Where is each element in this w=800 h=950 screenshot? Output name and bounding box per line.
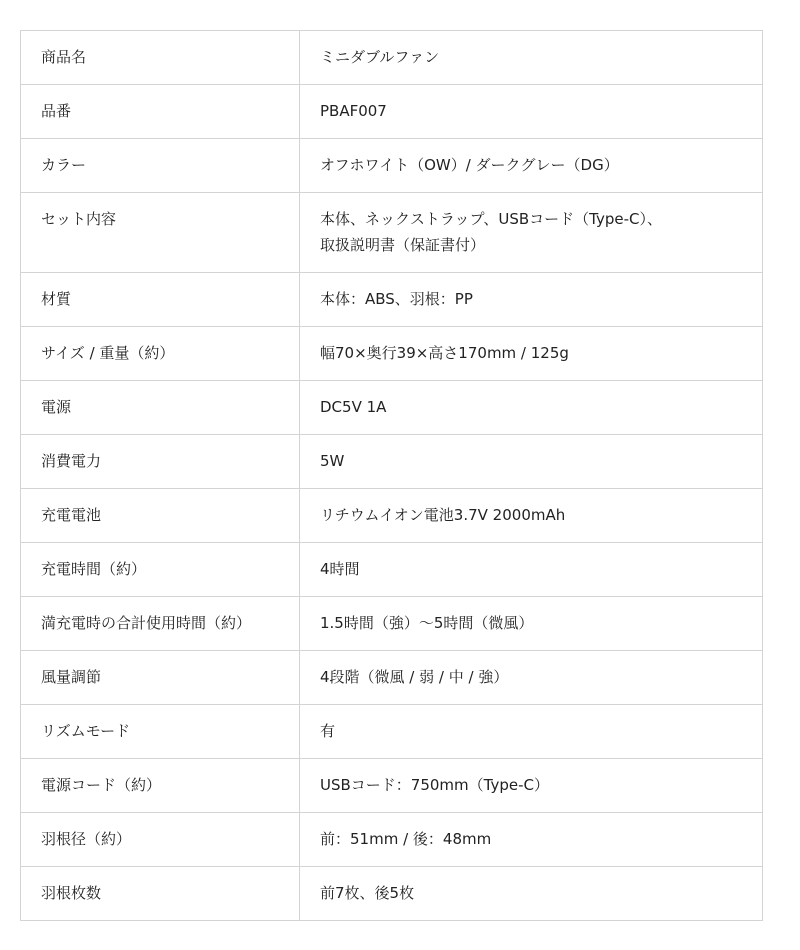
table-row [21, 139, 763, 193]
spec-value: 本体、ネックストラップ、USBコード（Type-C）、 取扱説明書（保証書付） [300, 193, 763, 273]
spec-value: 5W [300, 435, 763, 489]
table-row [21, 543, 763, 597]
spec-label: 品番 [21, 85, 300, 139]
table-row [21, 381, 763, 435]
spec-value: USBコード：750mm（Type-C） [300, 759, 763, 813]
spec-label: サイズ / 重量（約） [21, 327, 300, 381]
spec-value: オフホワイト（OW）/ ダークグレー（DG） [300, 139, 763, 193]
spec-value: 1.5時間（強）〜5時間（微風） [300, 597, 763, 651]
spec-label: 風量調節 [21, 651, 300, 705]
spec-value: 有 [300, 705, 763, 759]
spec-value: 本体：ABS、羽根：PP [300, 273, 763, 327]
table-row [21, 759, 763, 813]
spec-label: 商品名 [21, 31, 300, 85]
spec-label: 満充電時の合計使用時間（約） [21, 597, 300, 651]
spec-table [20, 30, 763, 921]
spec-value: 4時間 [300, 543, 763, 597]
spec-label: セット内容 [21, 193, 300, 273]
spec-label: 電源 [21, 381, 300, 435]
spec-value: 前7枚、後5枚 [300, 867, 763, 921]
table-row [21, 489, 763, 543]
table-row [21, 651, 763, 705]
table-row [21, 867, 763, 921]
spec-label: リズムモード [21, 705, 300, 759]
table-row [21, 327, 763, 381]
table-row [21, 193, 763, 273]
spec-value: 幅70×奥行39×高さ170mm / 125g [300, 327, 763, 381]
table-row [21, 597, 763, 651]
spec-label: 羽根枚数 [21, 867, 300, 921]
spec-label: 充電時間（約） [21, 543, 300, 597]
spec-label: カラー [21, 139, 300, 193]
spec-label: 消費電力 [21, 435, 300, 489]
spec-label: 電源コード（約） [21, 759, 300, 813]
table-row [21, 85, 763, 139]
table-row [21, 435, 763, 489]
spec-value: ミニダブルファン [300, 31, 763, 85]
spec-label: 充電電池 [21, 489, 300, 543]
spec-value: DC5V 1A [300, 381, 763, 435]
spec-value: 4段階（微風 / 弱 / 中 / 強） [300, 651, 763, 705]
table-row [21, 813, 763, 867]
table-row [21, 273, 763, 327]
spec-value: リチウムイオン電池3.7V 2000mAh [300, 489, 763, 543]
spec-value: PBAF007 [300, 85, 763, 139]
table-row [21, 31, 763, 85]
spec-label: 材質 [21, 273, 300, 327]
table-row [21, 705, 763, 759]
spec-value: 前：51mm / 後：48mm [300, 813, 763, 867]
spec-label: 羽根径（約） [21, 813, 300, 867]
